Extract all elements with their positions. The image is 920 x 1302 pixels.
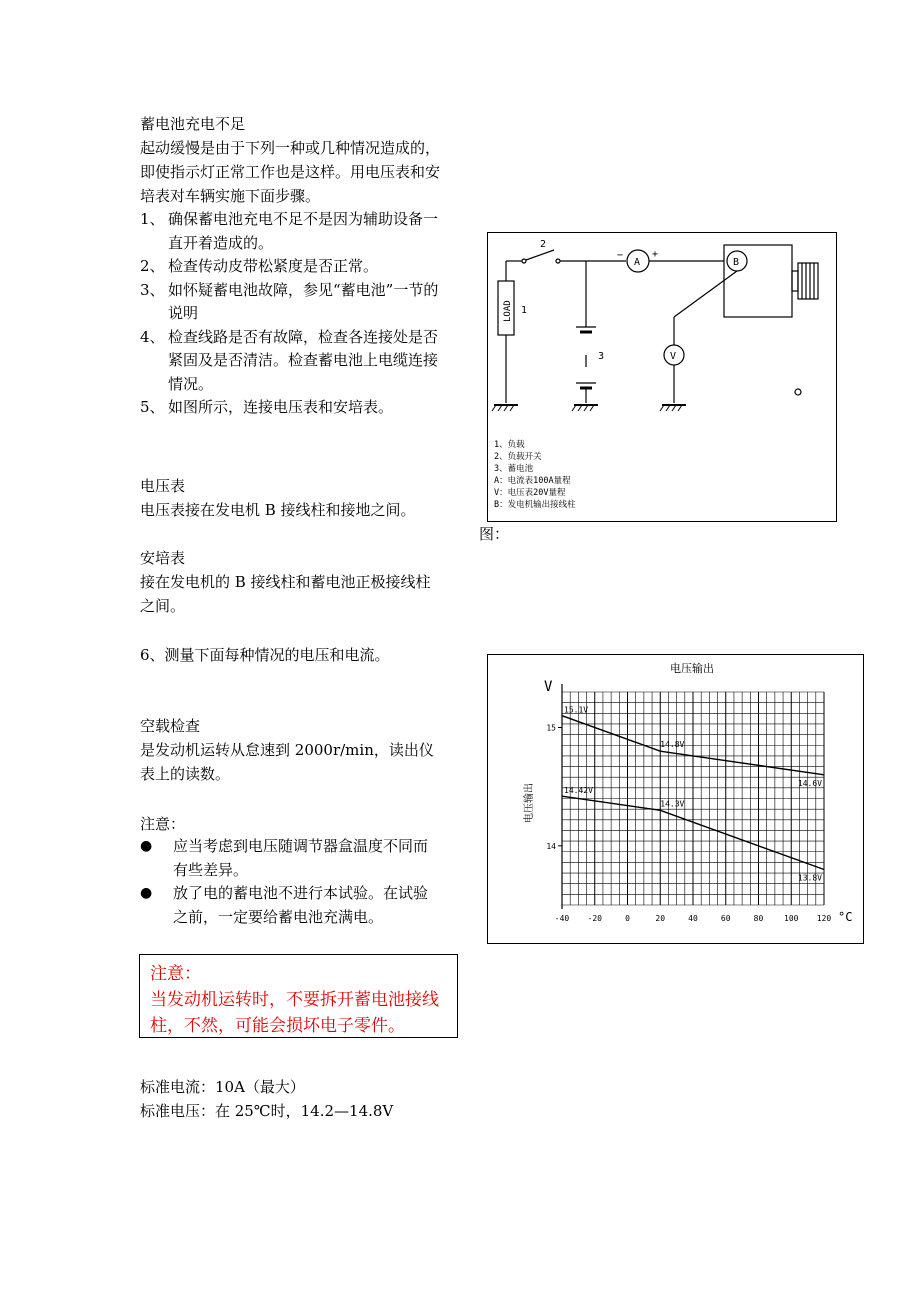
circuit-svg [488,233,836,521]
step-item [140,255,450,279]
figure-caption: 图： [479,525,510,543]
step-text: 检查线路是否有故障，检查各连接处是否紧固及是否清洁。检查蓄电池上电缆连接情况。 [168,327,439,393]
voltmeter-text: 电压表接在发电机 B 接线柱和接地之间。 [140,501,416,519]
note-text: 应当考虑到电压随调节器盒温度不同而有些差异。 [173,837,429,879]
step-text: 如图所示，连接电压表和安培表。 [168,398,394,416]
chart-svg [488,655,863,943]
plus-sign: + [652,249,659,260]
legend-item: 2、负载开关 [494,452,542,462]
x-tick-label: 20 [655,914,666,923]
data-label: 14.6V [797,778,822,788]
terminal-b-symbol: B [733,257,740,268]
step-item [140,326,450,397]
voltmeter-heading: 电压表 [140,477,186,495]
label-1: 1 [521,305,528,316]
step-number: 1、 [140,210,165,228]
step-six: 6、测量下面每种情况的电压和电流。 [140,646,390,664]
data-label: 14.3V [660,799,685,809]
data-label: 13.8V [797,873,822,883]
note-heading: 注意： [140,815,186,833]
x-tick-label: 120 [816,914,832,923]
voltmeter-symbol: V [670,351,677,362]
y-tick-label: 15 [546,723,556,733]
ammeter-heading: 安培表 [140,549,186,567]
ammeter-text: 接在发电机的 B 接线柱和蓄电池正极接线柱之间。 [140,573,431,615]
bullet-icon: ● [140,838,153,854]
x-tick-label: 0 [625,914,630,923]
note-item [140,835,440,882]
ammeter-symbol: A [634,257,641,268]
step-item [140,208,450,255]
legend-item: 1、负载 [494,440,525,450]
x-tick-label: 100 [784,914,799,923]
legend-item: 3、蓄电池 [494,464,534,474]
warning-box [139,954,458,1038]
x-tick-label: 80 [753,914,764,923]
legend-item: B：发电机输出接线柱 [494,500,576,510]
intro-paragraph: 起动缓慢是由于下列一种或几种情况造成的，即使指示灯正常工作也是这样。用电压表和安培表对车辆实施下面步骤。 [140,139,441,205]
x-tick-label: 60 [720,914,731,923]
note-text: 放了电的蓄电池不进行本试验。在试验之前，一定要给蓄电池充满电。 [173,884,429,926]
circuit-diagram [487,232,837,522]
step-number: 3、 [140,280,165,299]
warning-text: 当发动机运转时，不要拆开蓄电池接线柱，不然，可能会损坏电子零件。 [150,990,439,1036]
y-unit-label: V [544,679,553,695]
data-label: 14.8V [660,740,685,750]
step-text: 检查传动皮带松紧度是否正常。 [168,257,379,275]
step-item [140,279,450,326]
legend-item: V：电压表20V量程 [494,488,566,498]
steps-list [140,208,450,420]
label-3: 3 [598,351,605,362]
legend-item: A：电流表100A量程 [494,476,571,486]
step-text: 如怀疑蓄电池故障，参见“蓄电池”一节的说明 [168,280,439,322]
noload-text: 是发动机运转从怠速到 2000r/min，读出仪表上的读数。 [140,741,434,783]
minus-sign: − [617,250,624,261]
standard-current: 标准电流：10A（最大） [140,1078,305,1096]
voltage-chart [487,654,864,944]
step-number: 5、 [140,398,165,416]
note-item [140,882,440,929]
circuit-legend [494,439,576,510]
load-label: LOAD [503,300,513,322]
label-2: 2 [540,239,547,250]
x-unit-label: °C [838,910,853,924]
step-text: 确保蓄电池充电不足不是因为辅助设备一直开着造成的。 [168,210,439,252]
warning-title: 注意： [150,964,201,984]
chart-title: 电压输出 [670,662,714,675]
noload-heading: 空载检查 [140,717,201,735]
step-number: 2、 [140,257,165,275]
y-tick-label: 14 [546,841,556,851]
step-item [140,396,450,420]
data-label: 14.42V [564,786,593,796]
x-tick-label: -40 [554,914,570,923]
x-tick-label: 40 [688,914,698,923]
standard-voltage: 标准电压：在 25℃时，14.2—14.8V [140,1102,394,1120]
notes-list [140,835,440,929]
y-axis-title: 电压输出 [524,783,535,823]
bullet-icon: ● [140,885,153,901]
data-label: 15.1V [564,705,589,715]
section-title: 蓄电池充电不足 [140,115,246,133]
x-tick-label: -20 [587,914,602,923]
step-number: 4、 [140,327,165,346]
